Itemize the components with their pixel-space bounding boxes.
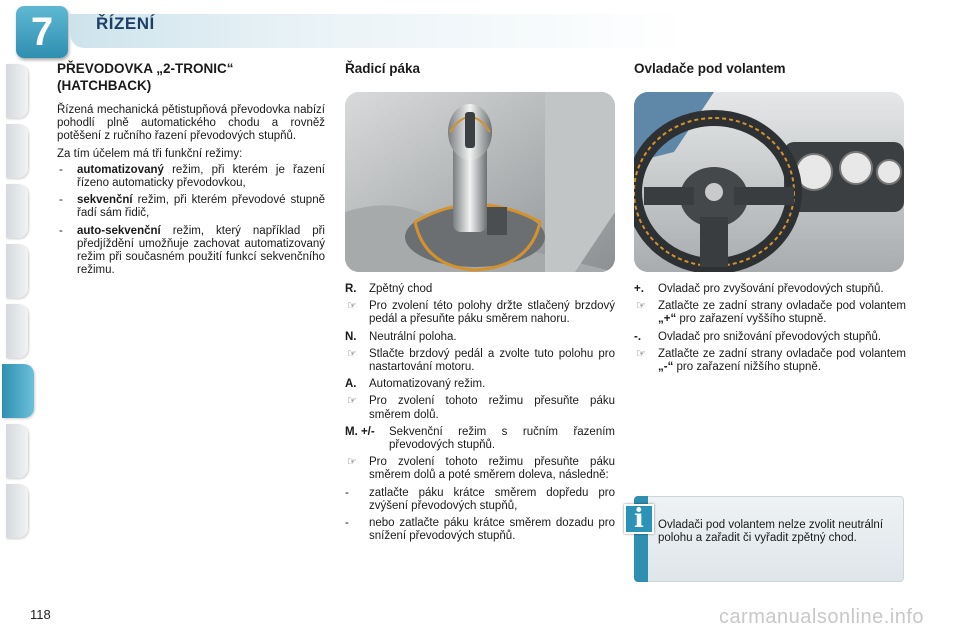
section-title-steering-controls: Ovladače pod volantem (634, 61, 786, 76)
chapter-badge: 7 (16, 6, 68, 58)
list-item: - nebo zatlačte páku krátce směrem dozadu pro snížení převodových stupňů. (345, 517, 615, 543)
list-item: ☞ Pro zvolení této polohy držte stlačený brzdový pedál a přesuňte páku směrem nahoru. (347, 300, 615, 326)
column-gearbox (57, 60, 325, 281)
list-item: ☞ Zatlačte ze zadní strany ovladače pod volantem „+“ pro zařazení vyššího stupně. (636, 300, 906, 326)
list-item: ☞ Stlačte brzdový pedál a zvolte tuto polohu pro nastartování motoru. (347, 347, 615, 374)
section-title-gearbox: PŘEVODOVKA „2-TRONIC“ (HATCHBACK) (57, 61, 234, 93)
column-steering-controls (634, 60, 906, 374)
info-icon: i (624, 504, 654, 534)
steering-control-list (634, 283, 906, 378)
list-item: - auto-sekvenční režim, který například při předjíždění umožňuje zachovat automatizovaný režim při současném použití funkcí sekvenčního režimu. (59, 224, 325, 277)
list-item: M. +/- Sekvenční režim s ručním řazením převodových stupňů. (345, 425, 615, 452)
list-item: ☞ Zatlačte ze zadní strany ovladače pod volantem „-“ pro zařazení nižšího stupně. (636, 347, 906, 374)
chapter-tab[interactable] (6, 424, 28, 478)
column-gear-lever (345, 60, 615, 600)
list-item: +. Ovladač pro zvyšování převodových stupňů. (634, 283, 884, 295)
list-item: R. Zpětný chod (345, 283, 433, 295)
chapter-tab[interactable] (6, 184, 28, 238)
page-title: ŘÍZENÍ (96, 14, 155, 33)
list-item: - sekvenční režim, při kterém převodové stupně řadí sám řidič, (59, 194, 325, 220)
list-item: -. Ovladač pro snižování převodových stupňů. (634, 330, 882, 343)
list-item: ☞ Pro zvolení tohoto režimu přesuňte páku směrem dolů. (347, 395, 615, 421)
list-item: ☞ Pro zvolení tohoto režimu přesuňte páku směrem dolů a poté směrem doleva, následně: (347, 456, 615, 482)
list-item: - automatizovaný režim, při kterém je řazení řízeno automaticky převodovkou, (59, 163, 325, 190)
chapter-tab[interactable] (6, 64, 28, 118)
chapter-tab-active[interactable] (2, 364, 34, 418)
header-band (70, 14, 950, 48)
gearbox-intro: Řízená mechanická pětistupňová převodovka nabízí pohodlí plně automatického chodu a rovněž potěšení z ručního řazení převodových stupňů. (57, 104, 325, 143)
chapter-tab[interactable] (6, 304, 28, 358)
section-title-gear-lever: Řadicí páka (345, 61, 421, 76)
list-item: N. Neutrální poloha. (345, 330, 457, 343)
gear-lever-positions (345, 283, 615, 547)
chapter-tab[interactable] (6, 124, 28, 178)
list-item: - zatlačte páku krátce směrem dopředu pro zvýšení převodových stupňů, (345, 486, 615, 512)
chapter-tab[interactable] (6, 484, 28, 538)
gear-lever-photo (345, 92, 615, 272)
list-item: A. Automatizovaný režim. (345, 378, 486, 391)
chapter-tabs (0, 64, 30, 574)
modes-list (57, 164, 325, 278)
page-number: 118 (30, 607, 51, 622)
steering-wheel-photo (634, 92, 904, 272)
chapter-tab[interactable] (6, 244, 28, 298)
modes-intro: Za tím účelem má tři funkční režimy: (57, 147, 243, 160)
info-text: Ovladači pod volantem nelze zvolit neutrální polohu a zařadit či vyřadit zpětný chod. (658, 519, 884, 545)
watermark: carmanualsonline.info (718, 606, 924, 628)
